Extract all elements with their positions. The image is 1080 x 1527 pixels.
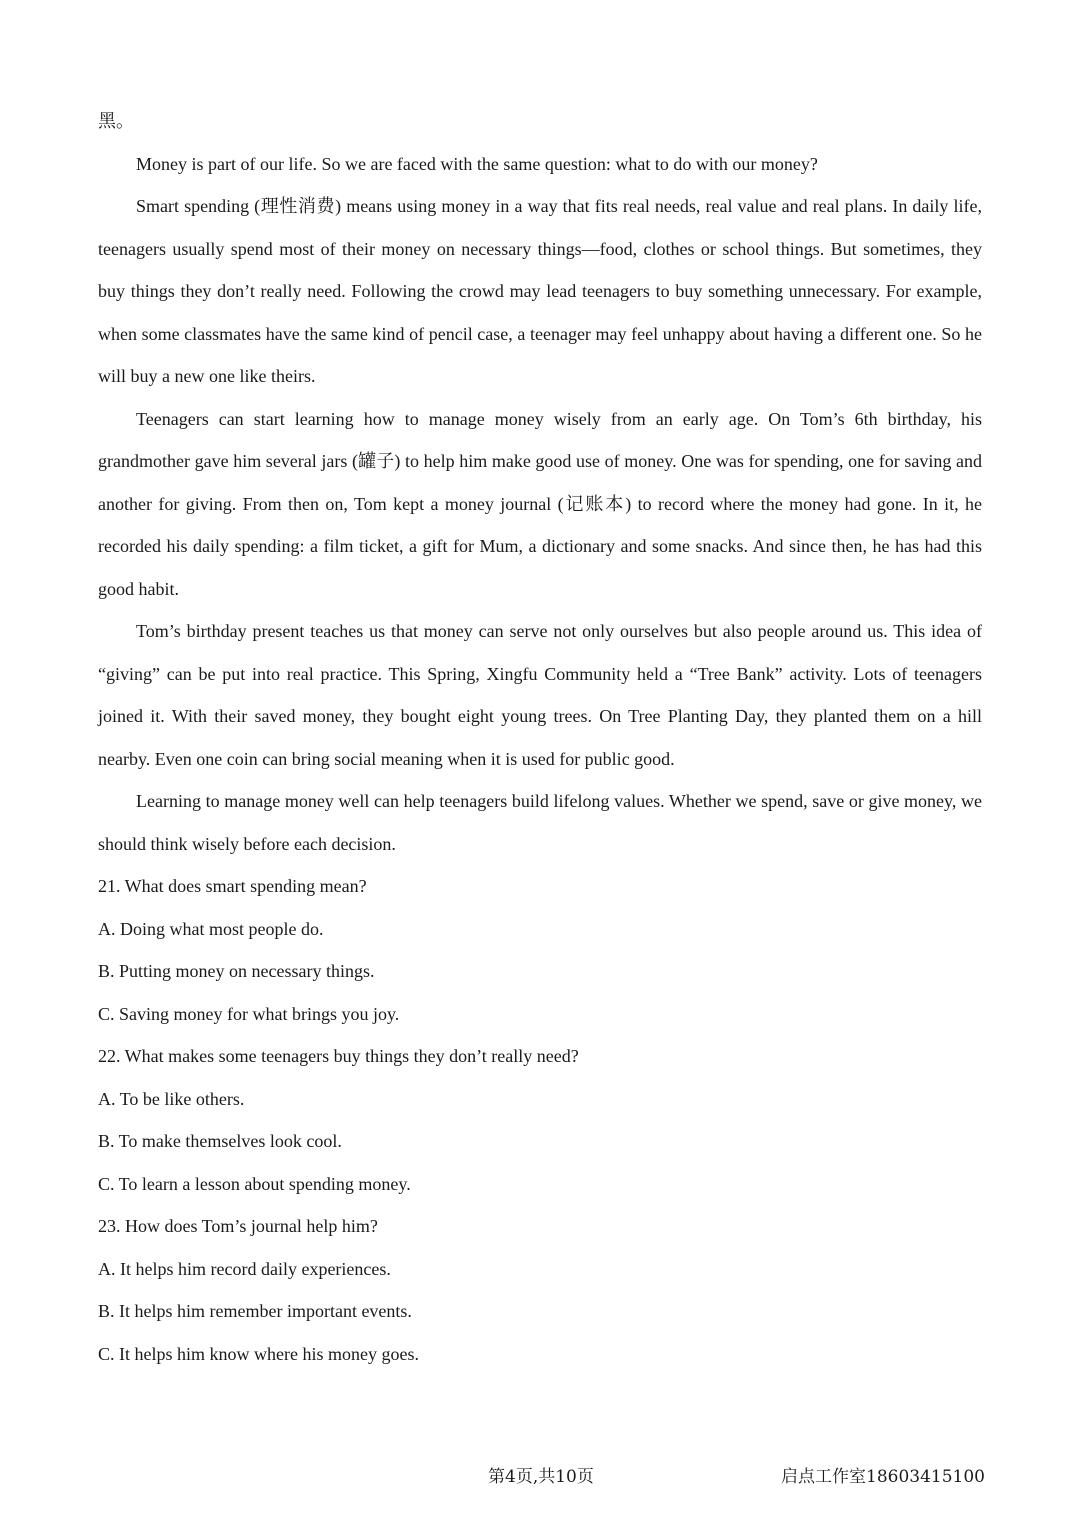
passage-paragraph-5: Learning to manage money well can help teenagers build lifelong values. Whether we spend, save or give money, we should think wisely before each decision. bbox=[98, 791, 982, 854]
lead-fragment: 黑。 bbox=[98, 111, 134, 131]
passage-paragraph-1: Money is part of our life. So we are faced with the same question: what to do with our money? bbox=[136, 153, 818, 174]
page-number: 第4页,共10页 bbox=[488, 1467, 594, 1487]
option-c: C. To learn a lesson about spending money. bbox=[98, 1173, 411, 1194]
question-21 bbox=[98, 865, 982, 1035]
option-a: A. To be like others. bbox=[98, 1088, 245, 1109]
passage-paragraph-2: Smart spending (理性消费) means using money in a way that fits real needs, real value and real plans. In daily life, teenagers usually spend most of their money on necessary things—food, clothes or school things. But sometimes, they buy things they don’t really need. Following the crowd may lead teenagers to buy something unnecessary. For example, when some classmates have the same kind of pencil case, a teenager may feel unhappy about having a different one. So he will buy a new one like theirs. bbox=[98, 196, 982, 386]
question-stem: 22. What makes some teenagers buy things they don’t really need? bbox=[98, 1046, 579, 1066]
option-b: B. Putting money on necessary things. bbox=[98, 961, 375, 981]
option-a: A. Doing what most people do. bbox=[98, 918, 324, 939]
passage-paragraph-3: Teenagers can start learning how to manage money wisely from an early age. On Tom’s 6th birthday, his grandmother gave him several jars (罐子) to help him make good use of money. One was for spending, one for saving and another for giving. From then on, Tom kept a money journal (记账本) to record where the money had gone. In it, he recorded his daily spending: a film ticket, a gift for Mum, a dictionary and some snacks. And since then, he has had this good habit. bbox=[98, 408, 982, 599]
option-c: C. It helps him know where his money goes. bbox=[98, 1343, 419, 1364]
option-b: B. To make themselves look cool. bbox=[98, 1131, 342, 1151]
question-stem: 23. How does Tom’s journal help him? bbox=[98, 1216, 378, 1236]
question-23 bbox=[98, 1205, 982, 1375]
exam-page bbox=[98, 100, 982, 1375]
option-c: C. Saving money for what brings you joy. bbox=[98, 1003, 400, 1024]
question-stem: 21. What does smart spending mean? bbox=[98, 876, 367, 896]
option-b: B. It helps him remember important events. bbox=[98, 1301, 412, 1321]
option-a: A. It helps him record daily experiences. bbox=[98, 1258, 391, 1279]
studio-credit: 启点工作室18603415100 bbox=[781, 1467, 985, 1487]
question-22 bbox=[98, 1035, 982, 1205]
passage-paragraph-4: Tom’s birthday present teaches us that money can serve not only ourselves but also people around us. This idea of “giving” can be put into real practice. This Spring, Xingfu Community held a “Tree Bank” activity. Lots of teenagers joined it. With their saved money, they bought eight young trees. On Tree Planting Day, they planted them on a hill nearby. Even one coin can bring social meaning when it is used for public good. bbox=[98, 621, 982, 769]
